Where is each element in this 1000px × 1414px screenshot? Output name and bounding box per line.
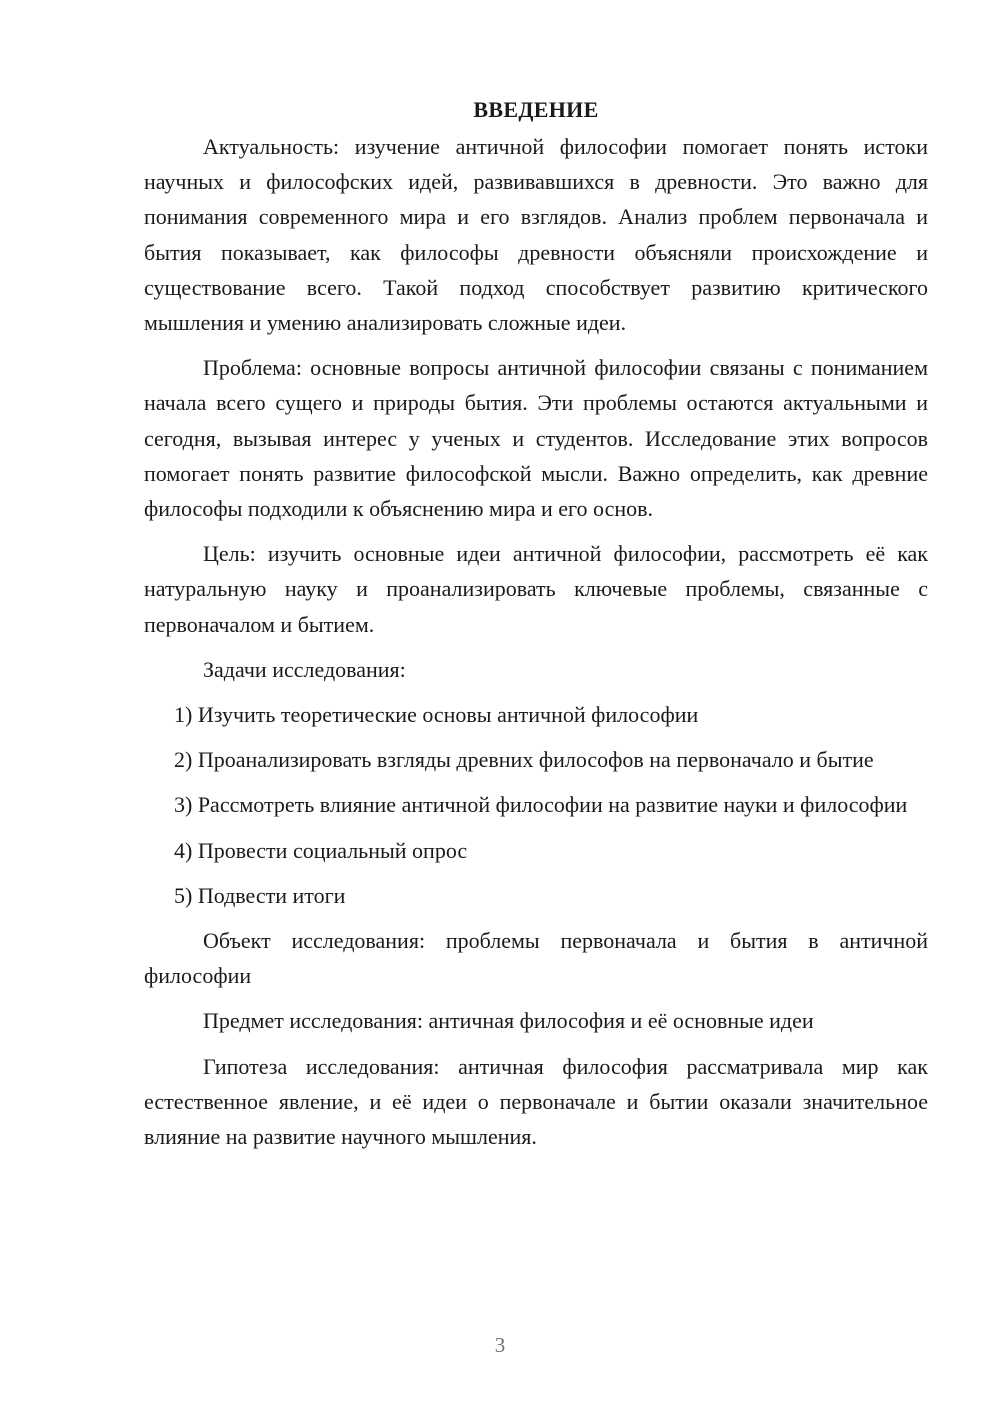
hypothesis-paragraph: Гипотеза исследования: античная философия рассматривала мир как естественное явление, и её идеи о первоначале и бытии оказали значительное влияние на развитие научного мышления. [144, 1053, 928, 1150]
task-item: 1) Изучить теоретические основы античной философии [174, 702, 699, 728]
task-item: 4) Провести социальный опрос [174, 837, 468, 863]
problem-paragraph: Проблема: основные вопросы античной философии связаны с пониманием начала всего сущего и природы бытия. Эти проблемы остаются актуальными и сегодня, вызывая интерес у ученых и студентов. Исследование этих вопросов помогает понять развитие философской мысли. Важно определить, как древние философы подходили к объяснению мира и его основ. [144, 355, 928, 522]
page-number: 3 [494, 1333, 506, 1357]
task-item: 3) Рассмотреть влияние античной философии на развитие науки и философии [174, 792, 908, 818]
task-item: 5) Подвести итоги [174, 882, 346, 908]
document-page [144, 92, 928, 1164]
object-paragraph: Объект исследования: проблемы первоначала и бытия в античной философии [144, 928, 928, 989]
task-item: 2) Проанализировать взгляды древних философов на первоначало и бытие [174, 747, 874, 773]
goal-paragraph: Цель: изучить основные идеи античной философии, рассмотреть её как натуральную науку и проанализировать ключевые проблемы, связанные с первоначалом и бытием. [144, 541, 928, 637]
tasks-heading: Задачи исследования: [203, 656, 406, 682]
subject-paragraph: Предмет исследования: античная философия и её основные идеи [203, 1008, 814, 1034]
section-title: ВВЕДЕНИЕ [473, 97, 599, 122]
tasks-list [144, 697, 928, 913]
relevance-paragraph: Актуальность: изучение античной философии помогает понять истоки научных и философских идей, развивавшихся в древности. Это важно для понимания современного мира и его взглядов. Анализ проблем первоначала и бытия показывает, как философы древности объясняли происхождение и существование всего. Такой подход способствует развитию критического мышления и умению анализировать сложные идеи. [144, 134, 928, 336]
